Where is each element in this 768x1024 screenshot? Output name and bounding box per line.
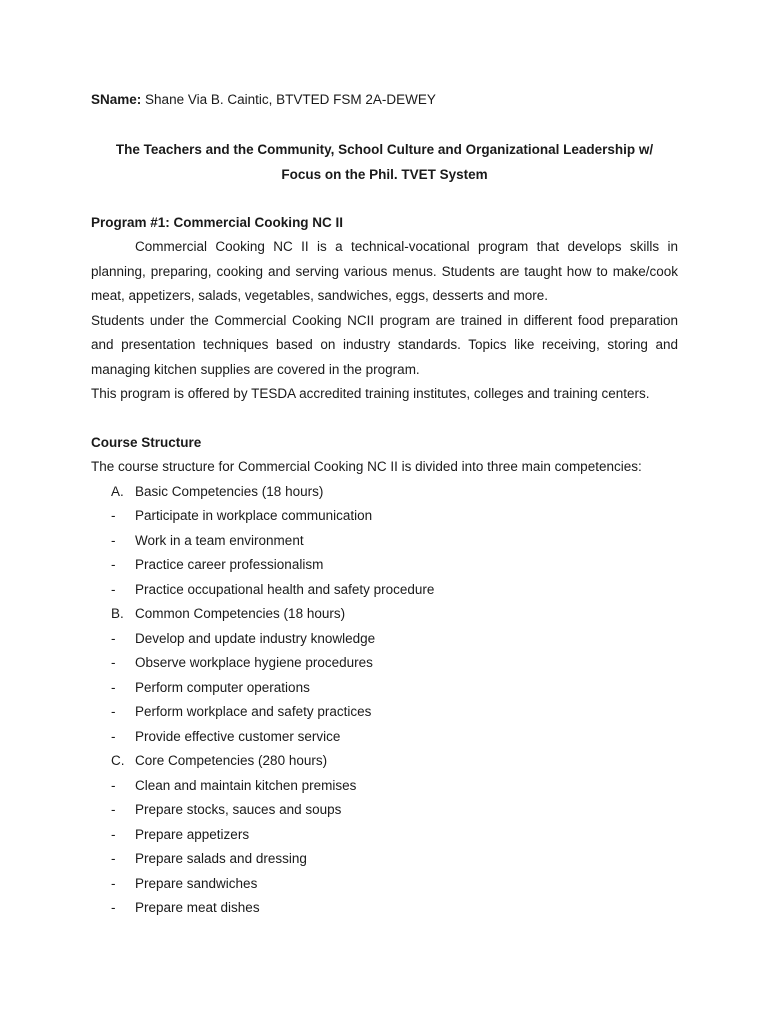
document-title	[91, 137, 678, 187]
list-item-text: Participate in workplace communication	[135, 508, 373, 523]
list-item	[91, 578, 678, 603]
list-item	[91, 798, 678, 823]
list-marker: -	[111, 728, 116, 744]
course-structure-heading: Course Structure	[91, 434, 202, 450]
list-item-text: Prepare salads and dressing	[135, 851, 307, 866]
title-line-2: Focus on the Phil. TVET System	[281, 166, 488, 182]
list-item	[91, 504, 678, 529]
list-item-text: Prepare stocks, sauces and soups	[135, 802, 342, 817]
name-value: Shane Via B. Caintic, BTVTED FSM 2A-DEWEY	[145, 92, 436, 107]
list-marker: -	[111, 826, 116, 842]
program-paragraph-1: Commercial Cooking NC II is a technical-vocational program that develops skills in planning, preparing, cooking and serving various menus. Students are taught how to make/cook meat, appetizers, salads, vegetables, sandwiches, eggs, desserts and more.	[91, 239, 678, 303]
list-marker: -	[111, 532, 116, 548]
list-item	[91, 651, 678, 676]
list-item-text: Core Competencies (280 hours)	[135, 753, 328, 768]
student-name-line	[91, 88, 678, 113]
list-item-text: Provide effective customer service	[135, 728, 341, 744]
list-item	[91, 823, 678, 848]
list-marker: C.	[111, 753, 125, 768]
list-marker: -	[111, 581, 116, 597]
list-marker: -	[111, 900, 116, 915]
list-marker: -	[111, 557, 116, 572]
document-page	[91, 88, 678, 921]
name-label: SName:	[91, 92, 142, 107]
list-item-text: Prepare sandwiches	[135, 875, 258, 891]
list-marker: B.	[111, 606, 124, 621]
list-marker: A.	[111, 483, 124, 499]
list-item	[91, 676, 678, 701]
list-item	[91, 749, 678, 774]
list-item	[91, 627, 678, 652]
list-item-text: Perform workplace and safety practices	[135, 704, 372, 719]
list-item	[91, 700, 678, 725]
list-marker: -	[111, 777, 116, 793]
competency-list	[91, 480, 678, 921]
course-intro: The course structure for Commercial Cooking NC II is divided into three main competencies:	[91, 459, 642, 474]
list-item	[91, 529, 678, 554]
list-item-text: Work in a team environment	[135, 532, 304, 548]
list-marker: -	[111, 875, 116, 891]
program-heading: Program #1: Commercial Cooking NC II	[91, 214, 344, 230]
list-marker: -	[111, 679, 116, 695]
title-line-1: The Teachers and the Community, School Culture and Organizational Leadership w/	[115, 141, 654, 157]
list-item-text: Practice career professionalism	[135, 557, 324, 572]
list-item-text: Prepare meat dishes	[135, 900, 260, 915]
list-item-text: Perform computer operations	[135, 679, 310, 695]
list-item-text: Practice occupational health and safety procedure	[135, 581, 435, 597]
list-item-text: Common Competencies (18 hours)	[135, 606, 346, 621]
program-paragraph-3: This program is offered by TESDA accredited training institutes, colleges and training centers.	[91, 386, 650, 401]
list-item	[91, 847, 678, 872]
list-marker: -	[111, 802, 116, 817]
list-item-text: Develop and update industry knowledge	[135, 630, 376, 646]
list-marker: -	[111, 655, 116, 670]
list-item	[91, 725, 678, 750]
list-item	[91, 602, 678, 627]
program-paragraph-2: Students under the Commercial Cooking NCII program are trained in different food preparation and presentation techniques based on industry standards. Topics like receiving, storing and managing kitchen supplies are covered in the program.	[91, 312, 678, 377]
list-item	[91, 774, 678, 799]
list-item-text: Observe workplace hygiene procedures	[135, 655, 373, 670]
list-marker: -	[111, 630, 116, 646]
list-marker: -	[111, 508, 116, 523]
list-marker: -	[111, 704, 116, 719]
list-item-text: Clean and maintain kitchen premises	[135, 777, 357, 793]
list-item	[91, 872, 678, 897]
list-item	[91, 553, 678, 578]
list-item-text: Basic Competencies (18 hours)	[135, 483, 324, 499]
list-item	[91, 896, 678, 921]
list-marker: -	[111, 851, 116, 866]
list-item	[91, 480, 678, 505]
list-item-text: Prepare appetizers	[135, 826, 250, 842]
